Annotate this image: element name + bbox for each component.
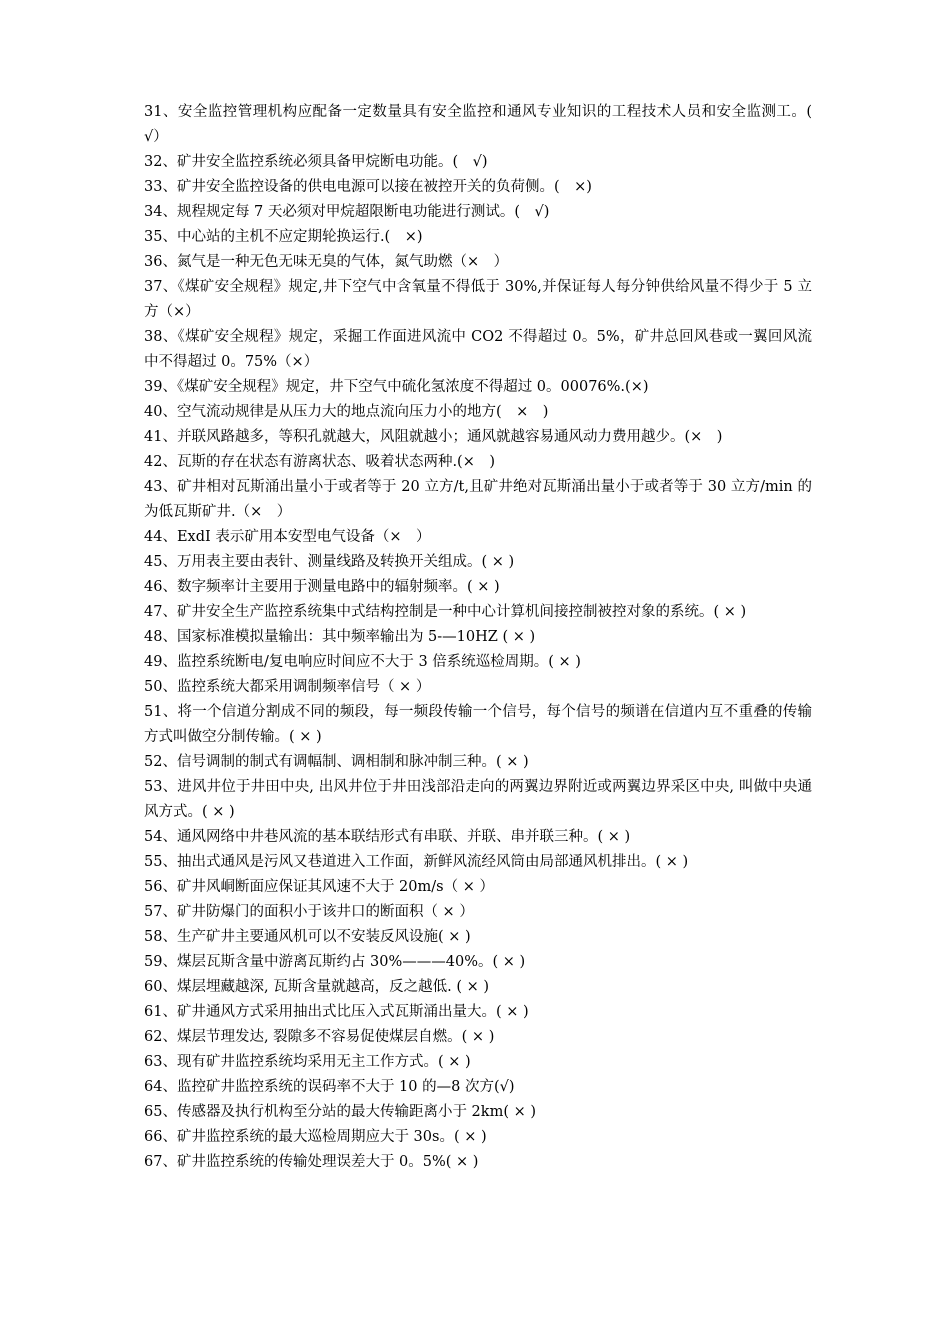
question-40: 40、空气流动规律是从压力大的地点流向压力小的地方( × ) bbox=[144, 404, 549, 420]
question-54: 54、通风网络中井巷风流的基本联结形式有串联、并联、串并联三种。( × ) bbox=[144, 829, 631, 845]
question-34: 34、规程规定每 7 天必须对甲烷超限断电功能进行测试。( √) bbox=[144, 204, 550, 220]
question-45: 45、万用表主要由表针、测量线路及转换开关组成。( × ) bbox=[144, 554, 515, 570]
question-51: 51、将一个信道分割成不同的频段，每一频段传输一个信号，每个信号的频谱在信道内互不重叠的传输方式叫做空分制传输。( × ) bbox=[144, 704, 812, 745]
question-49: 49、监控系统断电/复电响应时间应不大于 3 倍系统巡检周期。( × ) bbox=[144, 654, 581, 670]
question-60: 60、煤层埋藏越深, 瓦斯含量就越高，反之越低. ( × ) bbox=[144, 979, 490, 995]
question-63: 63、现有矿井监控系统均采用无主工作方式。( × ) bbox=[144, 1054, 471, 1070]
question-62: 62、煤层节理发达, 裂隙多不容易促使煤层自燃。( × ) bbox=[144, 1029, 495, 1045]
question-46: 46、数字频率计主要用于测量电路中的辐射频率。( × ) bbox=[144, 579, 500, 595]
question-47: 47、矿井安全生产监控系统集中式结构控制是一种中心计算机间接控制被控对象的系统。( × ) bbox=[144, 604, 747, 620]
question-32: 32、矿井安全监控系统必须具备甲烷断电功能。( √) bbox=[144, 154, 488, 170]
question-58: 58、生产矿井主要通风机可以不安装反风设施( × ) bbox=[144, 929, 471, 945]
question-38: 38、《煤矿安全规程》规定，采掘工作面进风流中 CO2 不得超过 0。5%，矿井总回风巷或一翼回风流中不得超过 0。75%（×） bbox=[144, 329, 812, 370]
question-52: 52、信号调制的制式有调幅制、调相制和脉冲制三种。( × ) bbox=[144, 754, 529, 770]
question-31: 31、安全监控管理机构应配备一定数量具有安全监控和通风专业知识的工程技术人员和安全监测工。( √） bbox=[144, 104, 827, 145]
question-37: 37、《煤矿安全规程》规定,井下空气中含氧量不得低于 30%,并保证每人每分钟供给风量不得少于 5 立方（×） bbox=[144, 279, 812, 320]
question-48: 48、国家标准模拟量输出：其中频率输出为 5-—10HZ ( × ) bbox=[144, 629, 536, 645]
question-61: 61、矿井通风方式采用抽出式比压入式瓦斯涌出量大。( × ) bbox=[144, 1004, 529, 1020]
question-35: 35、中心站的主机不应定期轮换运行.( ×) bbox=[144, 229, 423, 245]
question-64: 64、监控矿井监控系统的误码率不大于 10 的—8 次方(√) bbox=[144, 1079, 515, 1095]
question-50: 50、监控系统大都采用调制频率信号（ × ） bbox=[144, 679, 431, 695]
question-55: 55、抽出式通风是污风又巷道进入工作面，新鲜风流经风筒由局部通风机排出。( × ) bbox=[144, 854, 689, 870]
question-41: 41、并联风路越多，等积孔就越大，风阻就越小；通风就越容易通风动力费用越少。(× ) bbox=[144, 429, 723, 445]
question-39: 39、《煤矿安全规程》规定，井下空气中硫化氢浓度不得超过 0。00076%.(×) bbox=[144, 379, 649, 395]
question-56: 56、矿井风峒断面应保证其风速不大于 20m/s（ × ） bbox=[144, 879, 494, 895]
question-59: 59、煤层瓦斯含量中游离瓦斯约占 30%———40%。( × ) bbox=[144, 954, 526, 970]
question-66: 66、矿井监控系统的最大巡检周期应大于 30s。( × ) bbox=[144, 1129, 487, 1145]
question-67: 67、矿井监控系统的传输处理误差大于 0。5%( × ) bbox=[144, 1154, 479, 1170]
question-44: 44、ExdI 表示矿用本安型电气设备（× ） bbox=[144, 529, 431, 545]
question-65: 65、传感器及执行机构至分站的最大传输距离小于 2km( × ) bbox=[144, 1104, 537, 1120]
question-53: 53、进风井位于井田中央, 出风井位于井田浅部沿走向的两翼边界附近或两翼边界采区中央, 叫做中央通风方式。( × ) bbox=[144, 779, 812, 820]
question-43: 43、矿井相对瓦斯涌出量小于或者等于 20 立方/t,且矿井绝对瓦斯涌出量小于或者等于 30 立方/min 的为低瓦斯矿井.（× ） bbox=[144, 479, 812, 520]
question-36: 36、氮气是一种无色无味无臭的气体，氮气助燃（× ） bbox=[144, 254, 509, 270]
question-33: 33、矿井安全监控设备的供电电源可以接在被控开关的负荷侧。( ×) bbox=[144, 179, 592, 195]
document-body bbox=[144, 100, 827, 1175]
question-42: 42、瓦斯的存在状态有游离状态、吸着状态两种.(× ) bbox=[144, 454, 496, 470]
question-57: 57、矿井防爆门的面积小于该井口的断面积（ × ） bbox=[144, 904, 474, 920]
